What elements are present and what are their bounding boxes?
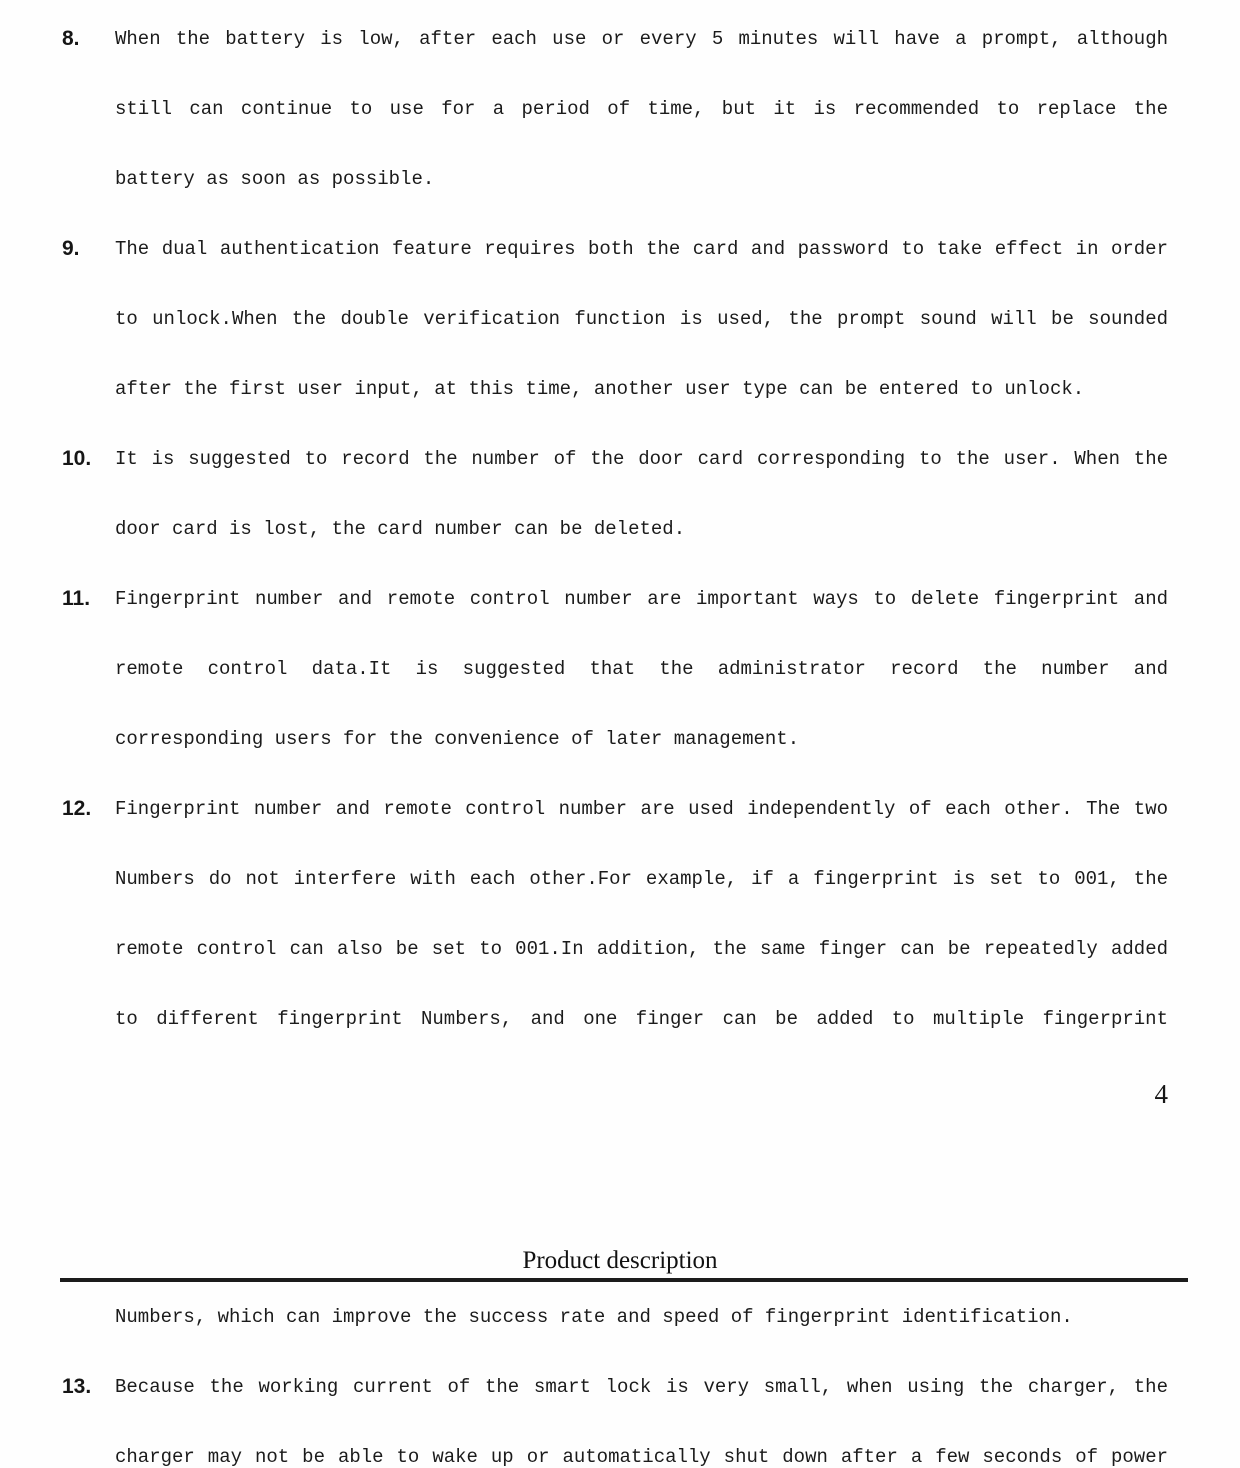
list-item-8 <box>0 4 1240 214</box>
list-item-number: 10. <box>62 447 92 470</box>
section-heading: Product description <box>522 1247 718 1274</box>
continuation-paragraph <box>0 1282 1240 1352</box>
list-item-body <box>115 564 1168 774</box>
text-line: door card is lost, the card number can be deleted. <box>115 518 686 540</box>
text-line: to different fingerprint Numbers, and one finger can be added to multiple fingerprint <box>115 1008 1168 1030</box>
text-line: Fingerprint number and remote control number are important ways to delete fingerprint and <box>115 588 1168 610</box>
list-item-9 <box>0 214 1240 424</box>
numbered-list-page4 <box>0 4 1240 1054</box>
list-item-number: 8. <box>62 27 80 50</box>
text-line: Because the working current of the smart lock is very small, when using the charger, the <box>115 1376 1168 1398</box>
list-item-11 <box>0 564 1240 774</box>
list-item-body <box>115 1282 1168 1352</box>
text-line: Numbers do not interfere with each other.For example, if a fingerprint is set to 001, the <box>115 868 1168 890</box>
list-item-12 <box>0 774 1240 1054</box>
list-item-body <box>115 1352 1168 1468</box>
text-line: The dual authentication feature requires both the card and password to take effect in order <box>115 238 1168 260</box>
text-line: corresponding users for the convenience of later management. <box>115 728 800 750</box>
text-line: battery as soon as possible. <box>115 168 435 190</box>
text-line: still can continue to use for a period of time, but it is recommended to replace the <box>115 98 1168 120</box>
list-item-10 <box>0 424 1240 564</box>
text-line: charger may not be able to wake up or automatically shut down after a few seconds of power <box>115 1446 1168 1468</box>
text-line: to unlock.When the double verification function is used, the prompt sound will be sounded <box>115 308 1168 330</box>
text-line: Fingerprint number and remote control number are used independently of each other. The two <box>115 798 1168 820</box>
text-line: remote control data.It is suggested that the administrator record the number and <box>115 658 1168 680</box>
list-item-body <box>115 214 1168 424</box>
text-line: It is suggested to record the number of the door card corresponding to the user. When the <box>115 448 1168 470</box>
list-item-body <box>115 424 1168 564</box>
text-line: after the first user input, at this time, another user type can be entered to unlock. <box>115 378 1085 400</box>
text-line: Numbers, which can improve the success rate and speed of fingerprint identification. <box>115 1306 1073 1328</box>
numbered-list-page5 <box>0 1282 1240 1468</box>
list-item-number: 12. <box>62 797 92 820</box>
list-item-body <box>115 4 1168 214</box>
text-line: remote control can also be set to 001.In addition, the same finger can be repeatedly added <box>115 938 1168 960</box>
list-item-number <box>0 1282 115 1352</box>
list-item-number: 11. <box>62 587 91 610</box>
list-item-body <box>115 774 1168 1054</box>
list-item-number: 13. <box>62 1375 92 1398</box>
list-item-number: 9. <box>62 237 80 260</box>
list-item-13 <box>0 1352 1240 1468</box>
text-line: When the battery is low, after each use or every 5 minutes will have a prompt, although <box>115 28 1168 50</box>
page-number: 4 <box>1154 1079 1168 1109</box>
